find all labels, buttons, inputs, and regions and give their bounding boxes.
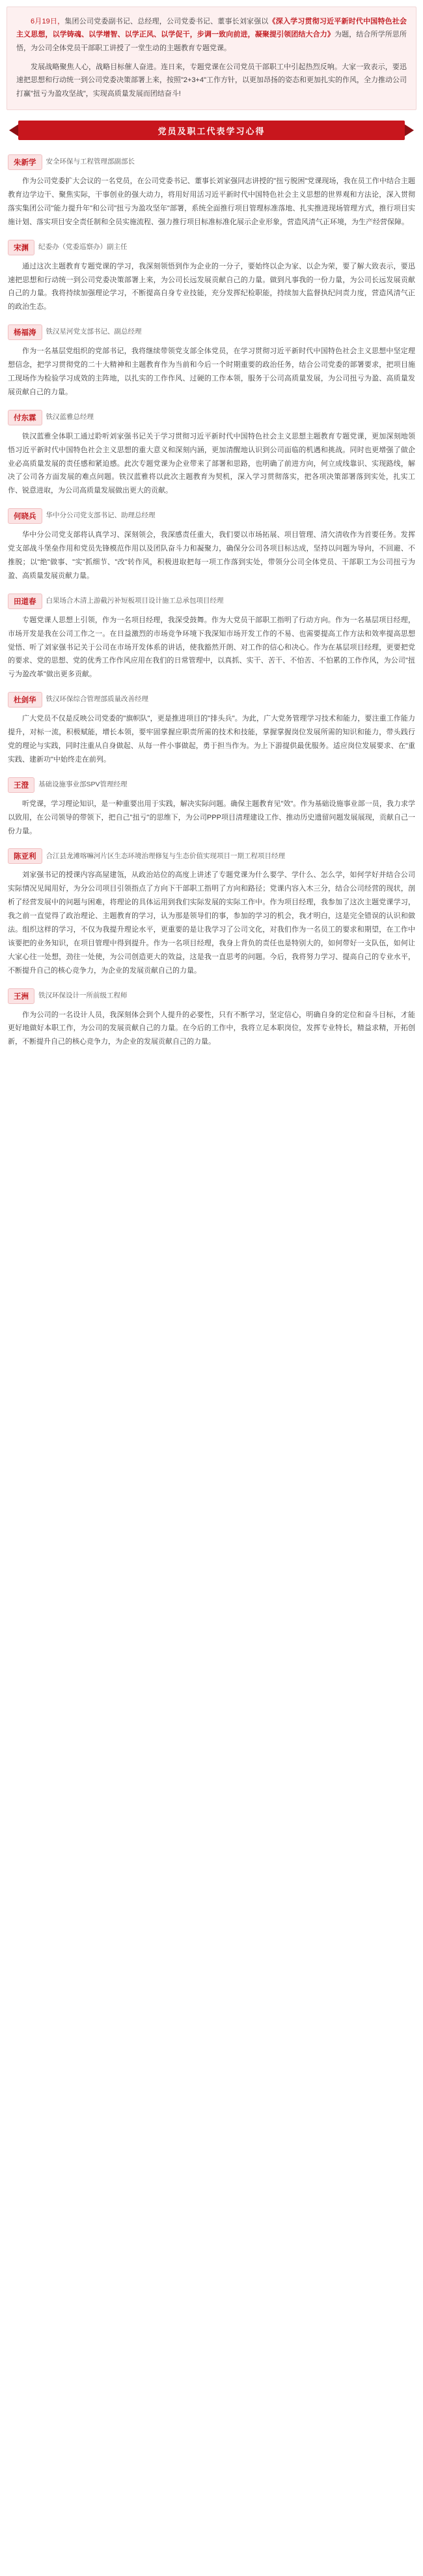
entry-header — [8, 594, 415, 609]
entry-title: 白果场合木清上游截污补短板项目设计施工总承包项目经理 — [46, 596, 224, 605]
entry-paragraph: 作为公司的一名设计人员，我深刻体会到个人提升的必要性，只有不断学习，坚定信心，明确自身的定位和奋斗目标，才能更好地做好本职工作，为公司的发展贡献自己的力量。在今后的工作中，我将立足本职岗位，发挥专业特长，精益求精，开拓创新，不断提升自己的核心竞争力，为企业的发展贡献自己的力量。 — [8, 1010, 415, 1046]
entry-name-badge: 王澄 — [8, 777, 34, 793]
entry-paragraph: 华中分公司党支部将认真学习、深刻领会，我深感责任重大，我们要以市场拓展、项目管理、清欠清收作为首要任务。发挥党支部战斗堡垒作用和党员先锋模范作用以及团队奋斗力和凝聚力，确保分公司各项目标达成，坚持以问题为导向，不回避、不推脱；以"绝"做事、"实"抓细节、"改"转作风，积极进取把每一项工作落到实处，带领分公司全体党员、干部职工为公司扭亏为盈、高质量发展贡献力量。 — [8, 531, 415, 580]
intro-block — [7, 7, 416, 110]
entry-header — [8, 777, 415, 793]
entry-name-badge: 朱新学 — [8, 154, 42, 170]
entry-title: 华中分公司党支部书记、助理总经理 — [46, 511, 156, 520]
intro-paragraph-2: 发展战略聚焦人心，战略目标催人奋进。连日来，专题党课在公司党员干部职工中引起热烈反响。大家一致表示，要迅速把思想和行动统一到公司党委决策部署上来，按照"2+3+4"工作方针，以更加昂扬的姿态和更加扎实的作风，全力推动公司打赢"扭亏为盈攻坚战"，实现高质量发展而团结奋斗! — [16, 63, 407, 98]
entry-title: 铁汉星河党支部书记、副总经理 — [46, 328, 142, 336]
section-title: 党员及职工代表学习心得 — [157, 126, 266, 136]
entry-paragraph: 听党课，学习理论知识，是一种重要出用于实践，解决实际问题。确保主题教育见"效"。作为基础设施事业部一员，我力求学以致用，在公司领导的带领下，把自己"扭亏"的思维下，为公司PPP项目清理建设工作、推动历史遗留问题发展展现，贡献自己一份力量。 — [8, 799, 415, 835]
entry-header — [8, 988, 415, 1004]
intro-highlight-1: 《深入学习贯彻习近平新时代中国特色社会主义思想，以学铸魂、以学增智、以学正风、以学促干，步调一致向前进，凝聚提引领团结大合力》 — [16, 18, 407, 39]
entry-paragraph: 刘家强书记的授课内容高屋建瓴，从政治站位的高度上讲述了专题党课为什么要学、学什么、怎么学，如何学好并结合公司实际情况见闻用好，为分公司项目引领指点了方向下干部职工指明了方向和路径；党课内容入木三分，结合公司经营的现状，剖析了经营发展中的问题与困难，将理论的具体运用到我们实际发展的实际工作中。作为项目经理，我参加了这次主题党课学习，我之前一直觉得了政治理论、主题教育的学习，认为那是领导们的事，参加的学习的机会，我才明白，这是完全错误的认识和做法。组织这样的学习，不仅为我提升理论水平，更重要的是让我学习了公司文化，对我们作为一名员工的要求和期望，在工作中该要把的业务知识，在项目管理中得到提升。作为一名项目经理，我身上背负的责任也是特别大的，如何带好一支队伍，如何让大家心往一处想，劲往一处使，为公司创造更大的效益，这是我一直思考的问题。今后，我将努力学习、提高自己的专业水平，不断提升自己的核心竞争力，为企业的发展贡献自己的力量。 — [8, 871, 415, 975]
entry-body — [8, 1009, 415, 1050]
entry-body — [8, 712, 415, 767]
entry-title: 安全环保与工程管理部副部长 — [46, 158, 135, 166]
list-item — [8, 508, 415, 583]
entry-name-badge: 付东霖 — [8, 410, 42, 425]
entry-header — [8, 508, 415, 524]
entry-name-badge: 杨福涛 — [8, 324, 42, 340]
entry-paragraph: 作为公司党委扩大会议的一名党员，在公司党委书记、董事长刘家强同志讲授的"扭亏脱困"党课现场，我在员工作中结合主题教育边学边干、聚焦实际，干事创业的强大动力，将用好用活习近平新时代中国特色社会主义思想的世界观和方法论，深入贯彻落实集团公司"能力提升年"和公司"扭亏为盈攻坚年"部署，系统全面推行项目管理标准落地、扎实推进现场管理方式，推行项目实施计划、落实项目安全责任制和全员实施流程、强力推行项目标准标准化展示企业形象，营造风清气正环境，为生产经营保障。 — [8, 177, 415, 226]
entry-paragraph: 专题党课人思想上引领，作为一名项目经理，我深受鼓舞。作为大党员干部职工指明了行动方向。作为一名基层项目经理，市场开发是我在公司工作之一。在日益激烈的市场竞争环境下我深知市场开发工作的不易、也需要提高工作方法和效率提高思想觉悟、听了刘家强书记关于公司在市场开发体系的讲话，使我豁然开朗、对工作的信心和决心。作为在基层项目经理，更要把党的要求、党的思想、党的优秀工作作风应用在我们的日常管理中，以真抓、实干、苦干、不怕苦、不怕累的工作作风，为公司"扭亏为盈改革"做出更多贡献。 — [8, 616, 415, 679]
entry-body — [8, 614, 415, 681]
page-root — [0, 7, 423, 1075]
list-item — [8, 692, 415, 767]
intro-text-1b: 为题，结合所学所思所悟，为公司全体党员干部职工讲授了一堂生动的主题教育专题党课。 — [16, 31, 407, 52]
list-item — [8, 410, 415, 498]
section-banner-wrap — [0, 121, 423, 150]
entry-name-badge: 宋渊 — [8, 240, 34, 255]
entry-body — [8, 868, 415, 977]
list-item — [8, 324, 415, 399]
list-item — [8, 988, 415, 1050]
entry-title: 纪委办（党委巡察办）副主任 — [38, 242, 128, 251]
entry-header — [8, 692, 415, 708]
list-item — [8, 848, 415, 977]
entry-header — [8, 154, 415, 170]
entry-name-badge: 何晓兵 — [8, 508, 42, 524]
entry-title: 合江县龙滩喀嘛河片区生态环境治理修复与生态价值实现项目一期工程项目经理 — [46, 852, 285, 860]
entries-list — [0, 154, 423, 1075]
entry-title: 铁汉环保设计一所前级工程师 — [38, 991, 128, 999]
entry-header — [8, 324, 415, 340]
entry-name-badge: 杜剑华 — [8, 692, 42, 708]
entry-header — [8, 410, 415, 425]
entry-title: 基础设施事业部SPV管理经理 — [38, 780, 128, 788]
list-item — [8, 240, 415, 315]
entry-name-badge: 王洲 — [8, 988, 34, 1004]
entry-body — [8, 175, 415, 229]
entry-title: 铁汉环保综合管理部质量改善经理 — [46, 695, 148, 704]
entry-paragraph: 铁汉蓝雅全体职工通过聆听刘家强书记关于学习贯彻习近平新时代中国特色社会主义思想主题教育专题党课，更加深刻地领悟习近平新时代中国特色社会主义思想的重大意义和深刻内涵，更加清醒地认识到公司面临的机遇和挑战。同时也更增强了做企业必高质量发展的责任感和紧迫感。此次专题党课为企业带来了部署和思路，也明确了前进方向，何立成线靠识、实现路线，解决了公司各方面发展的难点问题。铁汉蓝雅将以此次主题教育为契机，深入学习贯彻落实，把各项决策部署落到实处，扎实工作、锐意进取，为公司高质量发展做出更大的贡献。 — [8, 432, 415, 495]
entry-body — [8, 260, 415, 315]
entry-header — [8, 240, 415, 255]
entry-title: 铁汉蓝雅总经理 — [46, 412, 94, 421]
entry-body — [8, 345, 415, 399]
intro-date: 6月19日， — [31, 18, 65, 25]
entry-name-badge: 田道春 — [8, 594, 42, 609]
entry-body — [8, 797, 415, 838]
intro-paragraph-1 — [16, 15, 407, 55]
section-banner — [18, 121, 405, 140]
list-item — [8, 594, 415, 681]
entry-body — [8, 430, 415, 498]
entry-paragraph: 广大党员不仅是反映公司党委的"旗帜队"，更是推进项目的"排头兵"。为此，广大党务管理学习技术和能力，要注重工作能力提升，对标一流，积极赋能，增长本领，要牢固掌握应职责所需的技术和技能，掌握掌握岗位发展所需的知识和能力，带头践行党的理论与实践，同时注重从自身做起、从每一件小事做起，勇于担当作为。为上下游提供最优服务。适应岗位发展要求、在"重实践、建新功"中始终走在前列。 — [8, 715, 415, 764]
entry-name-badge: 陈亚利 — [8, 848, 42, 864]
entry-header — [8, 848, 415, 864]
entry-paragraph: 通过这次主题教育专题党课的学习，我深刻领悟到作为企业的一分子，要始终以企为家、以企为荣，要了解大致表示，要迅速把思想和行动统一到公司党委决策部署上来，为公司长远发展贡献自己的力量。做到凡事我的一份力量，为公司长远发展贡献自己的力量。我将持续加强理论学习，不断提高自身专业技能，充分发挥纪检职能，持续加大监督执纪问责力度，营造风清气正的政治生态。 — [8, 262, 415, 311]
list-item — [8, 154, 415, 229]
entry-paragraph: 作为一名基层党组织的党部书记，我将继续带领党支部全体党员，在学习贯彻习近平新时代中国特色社会主义思想中坚定理想信念，把学习贯彻党的二十大精神和主题教育作为当前和今后一个时期重要的政治任务，结合公司党委的部署要求，把项目施工现场作为检验学习成效的主阵地，以扎实的工作作风、过硬的工作本领，服务于公司高质量发展，为公司扭亏为盈、高质量发展贡献自己的力量。 — [8, 347, 415, 396]
intro-text-1a: 集团公司党委副书记、总经理，公司党委书记、董事长刘家强以 — [64, 18, 269, 25]
entry-body — [8, 528, 415, 583]
list-item — [8, 777, 415, 838]
